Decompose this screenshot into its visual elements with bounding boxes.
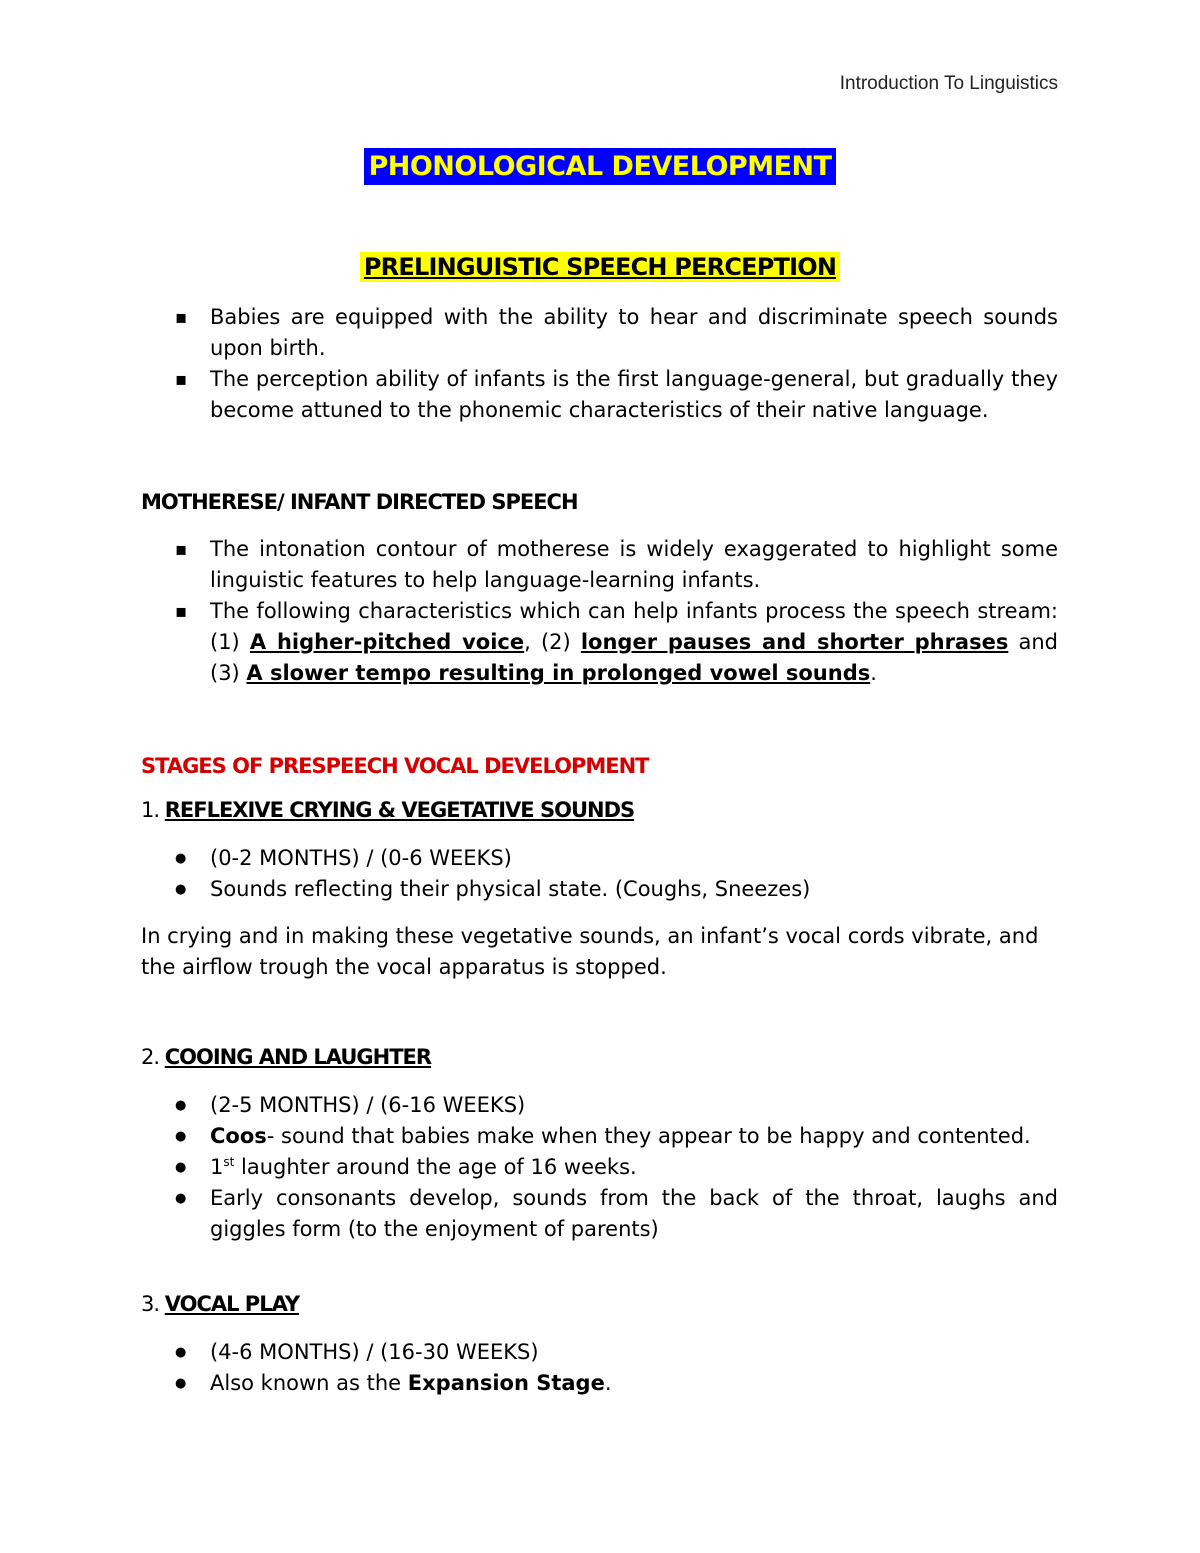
stage3-bullet-list [140, 1337, 1058, 1399]
stage2-bullet-list [140, 1090, 1058, 1245]
end-punctuation: . [604, 1371, 612, 1395]
section1-heading-row [0, 252, 1200, 282]
characteristic-1: A higher-pitched voice [249, 630, 525, 654]
bullet-text: laughter around the age of 16 weeks. [234, 1155, 637, 1179]
list-item [140, 596, 1058, 689]
stage-number: 1. [141, 798, 165, 822]
stage-number: 2. [141, 1045, 165, 1069]
section3-heading: STAGES OF PRESPEECH VOCAL DEVELOPMENT [141, 754, 649, 778]
stage3-heading [141, 1292, 299, 1316]
term-expansion-stage: Expansion Stage [407, 1371, 605, 1395]
stage1-paragraph: In crying and in making these vegetative sounds, an infant’s vocal cords vibrate, and the airflow trough the vocal apparatus is stopped. [141, 924, 1039, 979]
separator-text: , (2) [524, 630, 581, 654]
section2-heading: MOTHERESE/ INFANT DIRECTED SPEECH [141, 490, 578, 514]
list-item [140, 1368, 1058, 1399]
stage1-heading [141, 798, 634, 822]
stage-title: VOCAL PLAY [164, 1292, 300, 1316]
list-item: ● (0-2 MONTHS) / (0-6 WEEKS) [140, 843, 1058, 874]
section1-heading: PRELINGUISTIC SPEECH PERCEPTION [360, 252, 840, 282]
stage-title: COOING AND LAUGHTER [164, 1045, 432, 1069]
section1-bullet-list [140, 302, 1058, 426]
list-item: ● Early consonants develop, sounds from the back of the throat, laughs and giggles form (to the enjoyment of parents) [140, 1183, 1058, 1245]
stage-title: REFLEXIVE CRYING & VEGETATIVE SOUNDS [164, 798, 635, 822]
separator-text: and (3) [210, 630, 1059, 685]
term-coos: Coos [210, 1124, 267, 1148]
characteristic-2: longer pauses and shorter phrases [580, 630, 1009, 654]
list-item: ● Sounds reflecting their physical state. (Coughs, Sneezes) [140, 874, 1058, 905]
bullet-text: The following characteristics which can help infants process the speech stream: (1) [210, 599, 1058, 654]
stage1-bullet-list [140, 843, 1058, 905]
page-header: Introduction To Linguistics [839, 73, 1058, 94]
list-item: ● (4-6 MONTHS) / (16-30 WEEKS) [140, 1337, 1058, 1368]
end-punctuation: . [870, 661, 877, 685]
ordinal-suffix: st [223, 1155, 235, 1169]
list-item: ▪ The intonation contour of motherese is widely exaggerated to highlight some linguistic features to help language-learning infants. [140, 534, 1058, 596]
characteristic-3: A slower tempo resulting in prolonged vowel sounds [246, 661, 871, 685]
list-item [140, 1121, 1058, 1152]
list-item: ● (2-5 MONTHS) / (6-16 WEEKS) [140, 1090, 1058, 1121]
stage2-heading [141, 1045, 431, 1069]
ordinal-number: 1 [210, 1155, 224, 1179]
list-item [140, 1152, 1058, 1183]
list-item: ▪ Babies are equipped with the ability to hear and discriminate speech sounds upon birth. [140, 302, 1058, 364]
stage-number: 3. [141, 1292, 165, 1316]
list-item: ▪ The perception ability of infants is the first language-general, but gradually they become attuned to the phonemic characteristics of their native language. [140, 364, 1058, 426]
title-row [0, 148, 1200, 185]
bullet-text: Also known as the [210, 1371, 408, 1395]
document-title: PHONOLOGICAL DEVELOPMENT [364, 148, 835, 185]
section2-bullet-list [140, 534, 1058, 689]
bullet-text: - sound that babies make when they appear to be happy and contented. [266, 1124, 1031, 1148]
